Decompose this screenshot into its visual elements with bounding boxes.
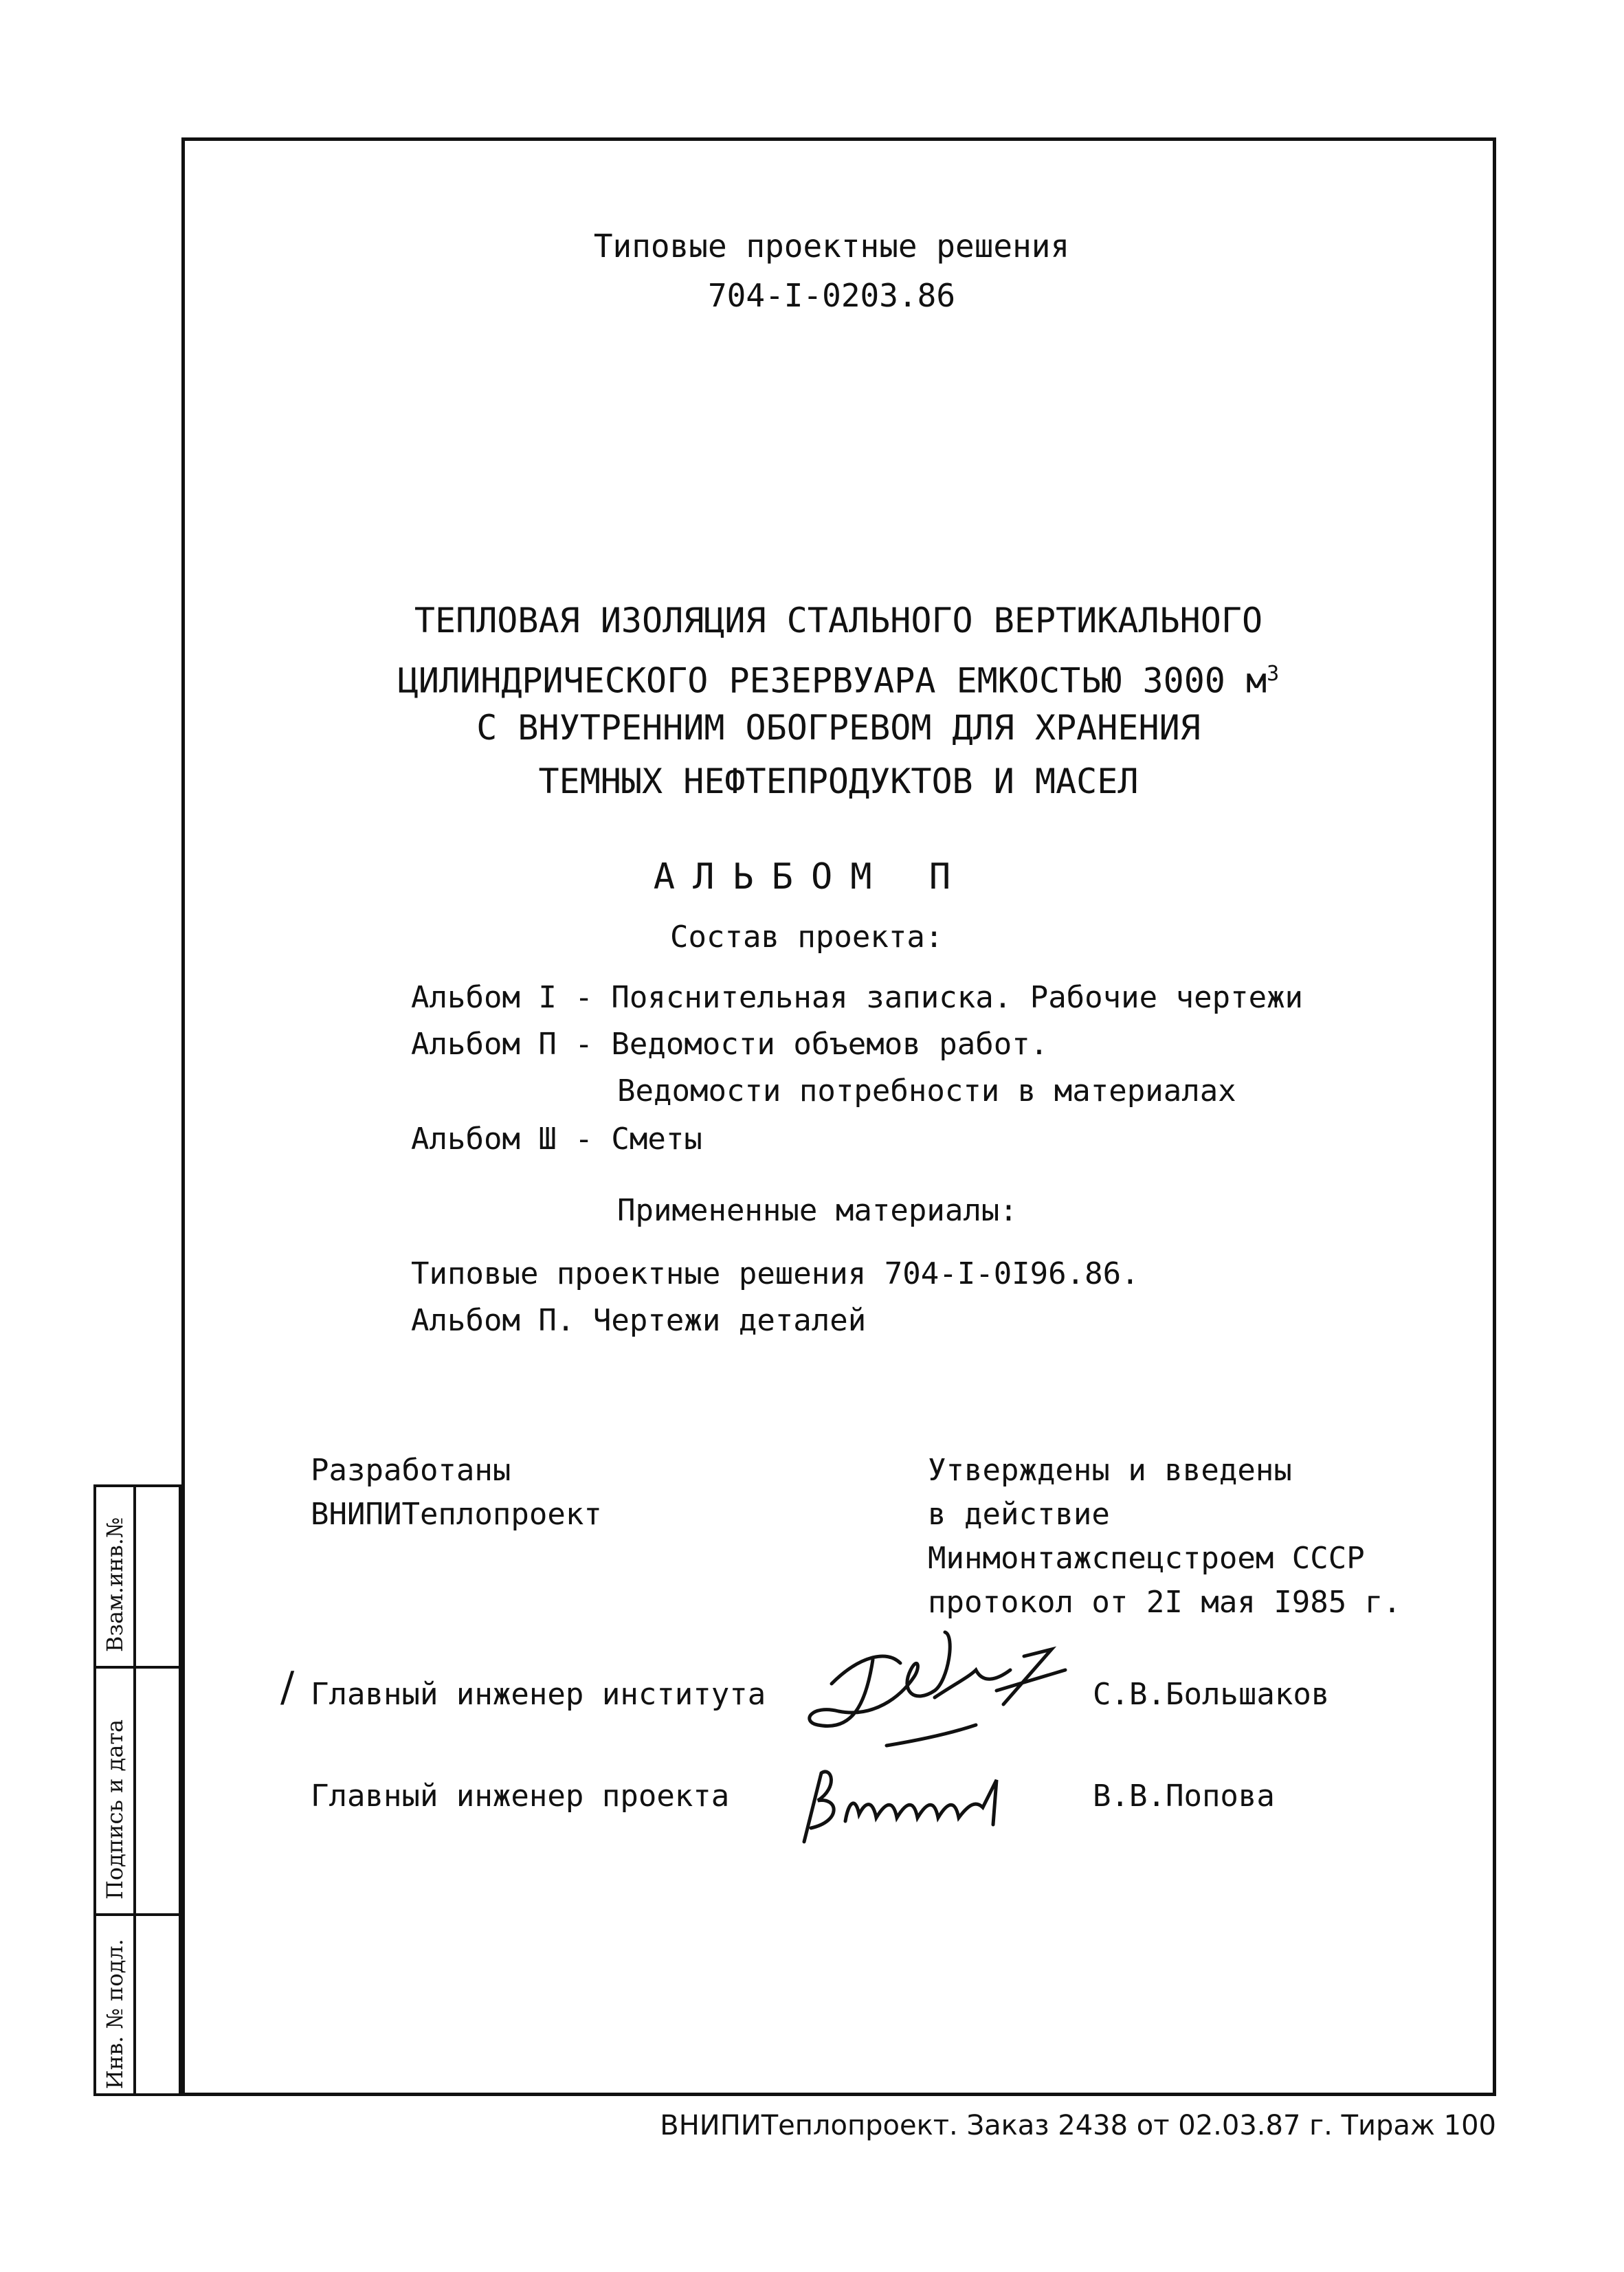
signature-bolshakov (797, 1629, 1072, 1759)
signature-role-1: Главный инженер института (311, 1677, 766, 1712)
approved-line-1: Утверждены и введены (928, 1453, 1292, 1488)
composition-item-3: Ведомости потребности в материалах (617, 1073, 1236, 1109)
applied-line-2: Альбом П. Чертежи деталей (411, 1303, 867, 1338)
title-line-2: ЦИЛИНДРИЧЕСКОГО РЕЗЕРВУАРА ЕМКОСТЬЮ 3000 $м^3$ (397, 660, 1280, 701)
applied-heading: Примененные материалы: (617, 1193, 1018, 1228)
composition-heading: Состав проекта: (670, 920, 944, 955)
title-line-1: ТЕПЛОВАЯ ИЗОЛЯЦИЯ СТАЛЬНОГО ВЕРТИКАЛЬНОГО (414, 601, 1263, 641)
title-line-3: С ВНУТРЕННИМ ОБОГРЕВОМ ДЛЯ ХРАНЕНИЯ (476, 708, 1201, 748)
signer-name-1: С.В.Большаков (1093, 1677, 1330, 1712)
sidebar-divider-1 (96, 1666, 179, 1669)
signature-role-2: Главный инженер проекта (311, 1779, 730, 1814)
superscript-3: 3 (1267, 662, 1280, 686)
sidebar-field-signature-date: Подпись и дата (102, 1719, 128, 1900)
sidebar-divider-2 (96, 1913, 179, 1916)
sidebar-field-replacement-inv: Взам.инв.№ (102, 1517, 128, 1652)
composition-item-1: Альбом I - Пояснительная записка. Рабочие чертежи (411, 980, 1304, 1015)
sidebar-column-divider (133, 1487, 136, 2093)
registration-sidebar (93, 1484, 181, 2096)
applied-line-1: Типовые проектные решения 704-I-0I96.86. (411, 1256, 1139, 1291)
developed-label: Разработаны (311, 1453, 511, 1488)
approved-line-2: в действие (928, 1497, 1110, 1532)
print-footer: ВНИПИТеплопроект. Заказ 2438 от 02.03.87 г. Тираж 100 (660, 2110, 1496, 2141)
document-number: 704-I-0203.86 (707, 277, 956, 314)
approved-line-3: Минмонтажспецстроем СССР (928, 1541, 1365, 1576)
composition-item-4: Альбом Ш - Сметы (411, 1122, 702, 1157)
signer-name-2: В.В.Попова (1093, 1779, 1275, 1814)
approved-line-4: протокол от 2I мая I985 г. (928, 1585, 1401, 1620)
title-line-4: ТЕМНЫХ НЕФТЕПРОДУКТОВ И МАСЕЛ (538, 761, 1139, 801)
album-heading: АЛЬБОМ П (653, 856, 969, 898)
signature-popova (790, 1759, 1052, 1856)
sidebar-field-original-inv: Инв. № подл. (102, 1939, 128, 2089)
approved-block (928, 1449, 1401, 1625)
composition-item-2: Альбом П - Ведомости объемов работ. (411, 1027, 1049, 1062)
document-series: Типовые проектные решения (593, 227, 1070, 265)
margin-slash-mark: / (280, 1663, 295, 1711)
developer-org: ВНИПИТеплопроект (311, 1497, 602, 1532)
developed-block (311, 1449, 602, 1537)
